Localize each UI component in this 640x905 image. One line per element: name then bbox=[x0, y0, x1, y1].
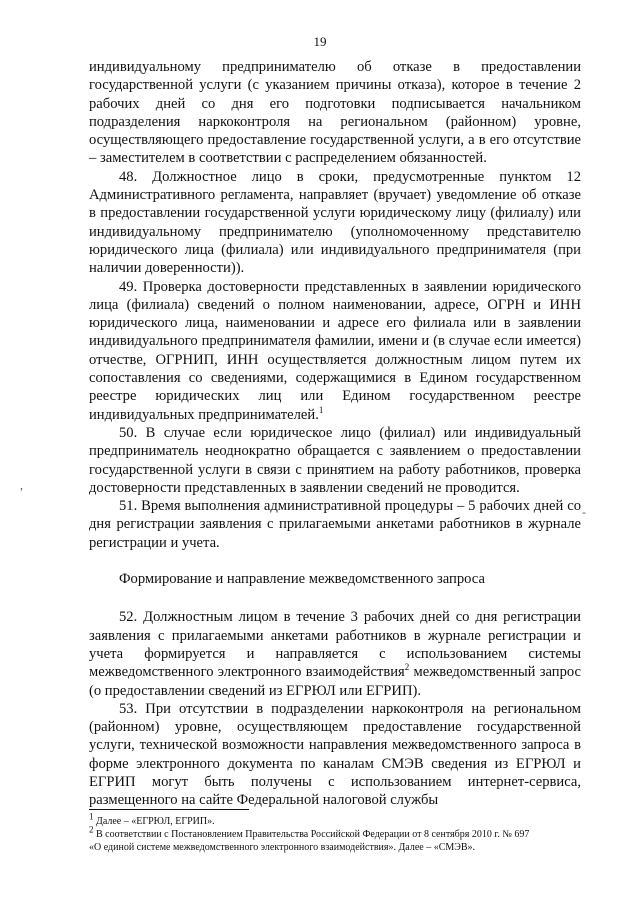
scan-mark: - bbox=[582, 505, 586, 519]
paragraph-51: 51. Время выполнения административной процедуры – 5 рабочих дней со дня регистрации заявления с прилагаемыми анкетами работников в журнале регистрации и учета. bbox=[89, 498, 581, 551]
footnote-2-continued: «О единой системе межведомственного электронного взаимодействия». Далее – «СМЭВ». bbox=[89, 842, 476, 853]
paragraph-52 bbox=[89, 608, 581, 699]
footnote-1-marker: 1 bbox=[89, 811, 94, 822]
footnotes bbox=[89, 811, 589, 854]
scan-mark: , bbox=[20, 478, 23, 492]
paragraph-50: 50. В случае если юридическое лицо (филиал) или индивидуальный предприниматель неоднократно обращается с заявлением о предоставлении государственной услуги в связи с принятием на работу работников, проверка достоверности представленных в заявлении сведений не проводится. bbox=[89, 424, 581, 496]
paragraph-52-text-b: межведомственный запрос (о предоставлении сведений из ЕГРЮЛ или ЕГРИП). bbox=[89, 664, 582, 699]
footnote-2-text: В соответствии с Постановлением Правительства Российской Федерации от 8 сентября 2010 г. № 697 bbox=[93, 829, 530, 840]
footnote-divider bbox=[89, 809, 249, 810]
footnote-1 bbox=[89, 811, 589, 828]
section-heading: Формирование и направление межведомственного запроса bbox=[119, 571, 485, 588]
footnote-ref-2: 2 bbox=[404, 662, 410, 673]
paragraph-52-text-a: 52. Должностным лицом в течение 3 рабочих дней со дня регистрации заявления с прилагаемыми анкетами работников в журнале регистрации и учета формируется и направляется с использованием системы межведомственного электронного взаимодействия bbox=[89, 609, 581, 681]
footnote-ref-1: 1 bbox=[318, 404, 324, 415]
paragraph-48: 48. Должностное лицо в сроки, предусмотренные пунктом 12 Административного регламента, направляет (вручает) уведомление об отказе в предоставлении государственной услуги юридическому лицу (филиалу) или индивидуальному предпринимателю (уполномоченному представителю юридического лица (филиала) или индивидуального предпринимателя (при наличии доверенности)). bbox=[89, 168, 581, 277]
paragraph-continued: индивидуальному предпринимателю об отказе в предоставлении государственной услуги (с указанием причины отказа), которое в течение 2 рабочих дней со дня его подготовки подписывается начальником подразделения наркоконтроля на региональном (районном) уровне, осуществляющего предоставление государственной услуги, а в его отсутствие – заместителем в соответствии с распределением обязанностей. bbox=[89, 59, 581, 167]
footnote-2 bbox=[89, 824, 589, 841]
footnote-1-text: Далее – «ЕГРЮЛ, ЕГРИП». bbox=[93, 816, 215, 827]
page-number: 19 bbox=[313, 34, 327, 49]
footnote-2-marker: 2 bbox=[89, 824, 94, 835]
document-body bbox=[89, 58, 581, 810]
paragraph-49-text: 49. Проверка достоверности представленных в заявлении юридического лица (филиала) сведений о полном наименовании, адресе, ОГРН и ИНН юридического лица, наименовании и адресе его филиала или в заявлении индивидуального предпринимателя фамилии, имени и (в случае если имеется) отчестве, ОГРНИП, ИНН осуществляется должностным лицом путем их сопоставления со сведениями, содержащимися в Едином государственном реестре юридических лиц или Едином государственном реестре индивидуальных предпринимателей. bbox=[89, 278, 581, 423]
paragraph-49 bbox=[89, 278, 581, 424]
paragraph-53: 53. При отсутствии в подразделении наркоконтроля на региональном (районном) уровне, осуществляющем предоставление государственной услуги, технической возможности направления межведомственного запроса в форме электронного документа по каналам СМЭВ сведения из ЕГРЮЛ и ЕГРИП могут быть получены с использованием интернет-сервиса, размещенного на сайте Федеральной налоговой службы bbox=[89, 700, 581, 809]
